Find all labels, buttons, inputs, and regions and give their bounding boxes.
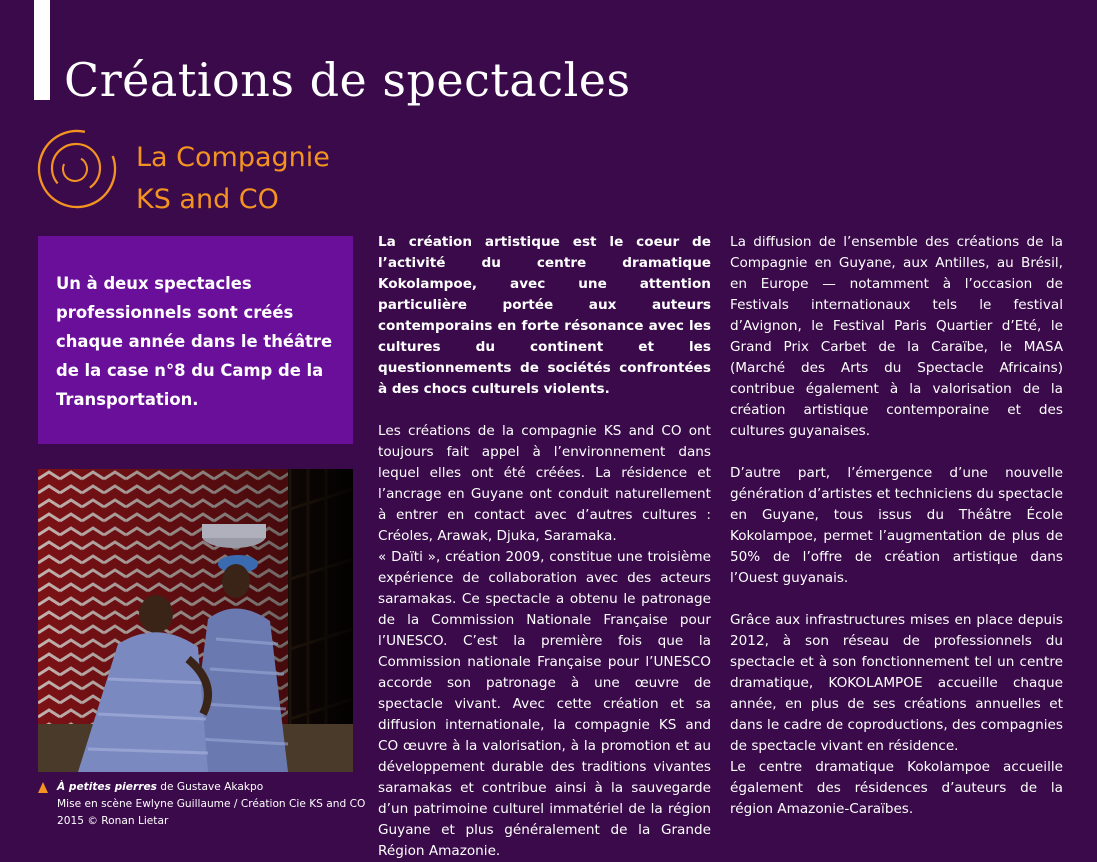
performance-photo bbox=[38, 469, 353, 772]
company-name-line1: La Compagnie bbox=[136, 142, 330, 173]
right-paragraph-2: D’autre part, l’émergence d’une nouvelle génération d’artistes et techniciens du spectacle en Guyane, tous issus du Théâtre École Kokolampoe, permet l’augmentation de plus de 50% de l’offre de création artistique dans l’Ouest guyanais. bbox=[730, 465, 1063, 586]
right-paragraph-1: La diffusion de l’ensemble des créations de la Compagnie en Guyane, aux Antilles, au Brésil, en Europe — notamment à l’occasion de Festivals internationaux tels le festival d’Avignon, le Festival Paris Quartier d’Eté, le Grand Prix Carbet de la Caraïbe, le MASA (Marché des Arts du Spectacle Africains) contribue également à la valorisation de la création artistique contemporaine et des cultures guyanaises. bbox=[730, 234, 1063, 439]
page-title: Créations de spectacles bbox=[64, 53, 631, 107]
company-name-line2: KS and CO bbox=[136, 184, 279, 215]
right-paragraph-4: Le centre dramatique Kokolampoe accueille également des résidences d’auteurs de la région Amazonie-Caraïbes. bbox=[730, 759, 1063, 817]
right-column bbox=[730, 232, 1063, 820]
caption-line1 bbox=[57, 779, 358, 796]
middle-column bbox=[378, 232, 711, 862]
intro-paragraph: La création artistique est le coeur de l’activité du centre dramatique Kokolampoe, avec une attention particulière portée aux auteurs contemporains en forte résonance avec les cultures du continent et les questionnements de sociétés confrontées à des chocs culturels violents. bbox=[378, 234, 711, 397]
highlight-box bbox=[38, 236, 353, 444]
caption-line2: Mise en scène Ewlyne Guillaume / Création Cie KS and CO bbox=[57, 798, 366, 810]
caption-title: À petites pierres bbox=[57, 781, 157, 793]
middle-paragraph-2: Les créations de la compagnie KS and CO ont toujours fait appel à l’environnement dans lequel elles ont été créées. La résidence et l’ancrage en Guyane ont conduit naturellement à entrer en contact avec d’autres cultures : Créoles, Arawak, Djuka, Saramaka. bbox=[378, 423, 711, 544]
spiral-icon bbox=[36, 128, 118, 210]
caption-author: de Gustave Akakpo bbox=[156, 781, 264, 793]
performance-photo-image bbox=[38, 469, 353, 772]
highlight-text: Un à deux spectacles professionnels sont créés chaque année dans le théâtre de la case n°8 du Camp de la Transportation. bbox=[56, 274, 333, 409]
middle-paragraph-3: « Daïti », création 2009, constitue une troisième expérience de collaboration avec des acteurs saramakas. Ce spectacle a obtenu le patronage de la Commission Nationale Française pour l’UNESCO. C’est la première fois que la Commission nationale Française pour l’UNESCO accorde son patronage à une œuvre de spectacle vivant. Avec cette création et sa diffusion internationale, la compagnie KS and CO œuvre à la valorisation, à la promotion et au développement durable des traditions vivantes saramakas et contribue ainsi à la sauvegarde d’un patrimoine culturel immatériel de la région Guyane et plus généralement de la Grande Région Amazonie. bbox=[378, 549, 711, 859]
caption-line3: 2015 © Ronan Lietar bbox=[57, 815, 169, 827]
title-accent-bar bbox=[34, 0, 50, 100]
right-paragraph-3: Grâce aux infrastructures mises en place depuis 2012, à son réseau de professionnels du spectacle et à son fonctionnement tel un centre dramatique, KOKOLAMPOE accueille chaque année, en plus de ses créations annuelles et dans le cadre de coproductions, des compagnies de spectacle vivant en résidence. bbox=[730, 612, 1063, 754]
company-name bbox=[136, 137, 330, 221]
photo-caption bbox=[38, 779, 366, 830]
triangle-icon bbox=[38, 782, 48, 793]
